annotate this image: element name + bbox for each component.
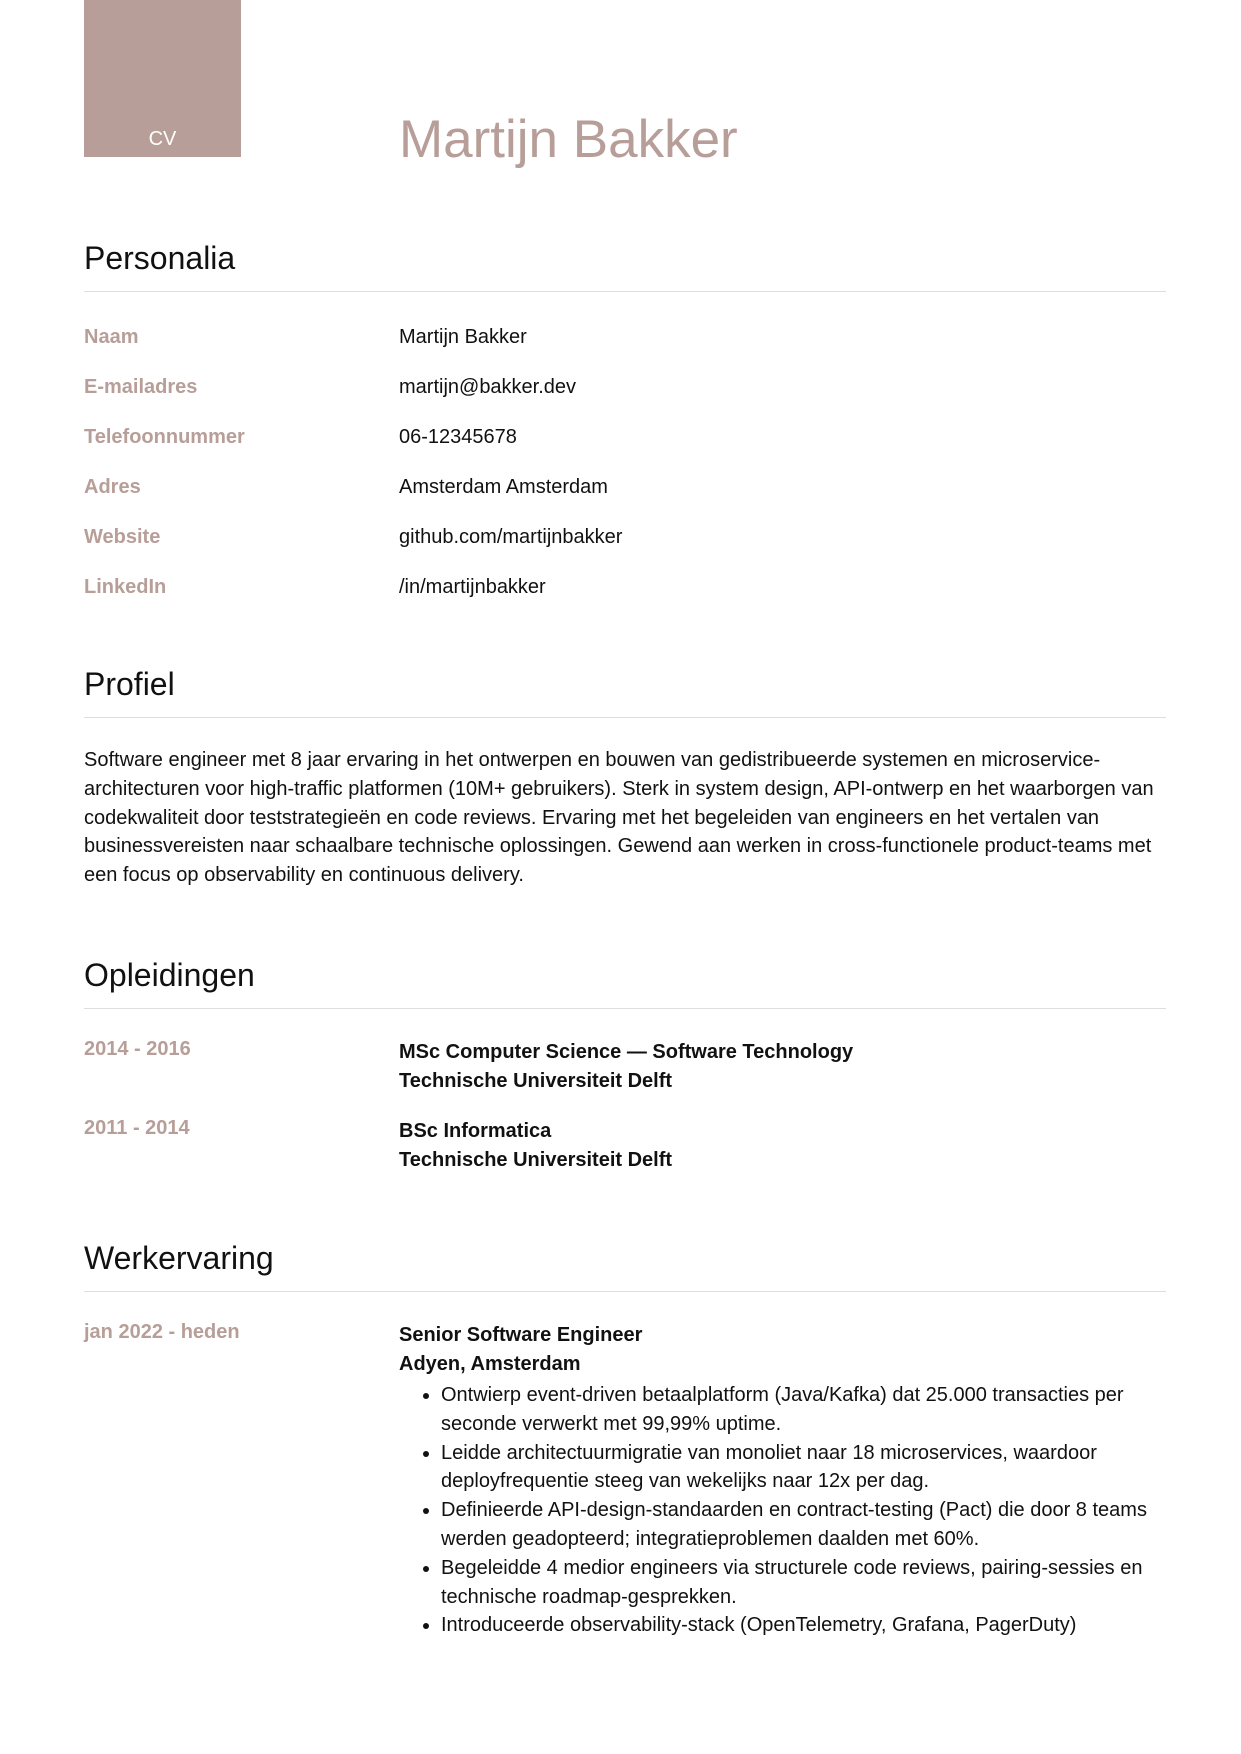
cv-badge (84, 0, 241, 157)
job-period: jan 2022 - heden (84, 1321, 240, 1343)
personalia-value: 06-12345678 (399, 426, 517, 448)
personalia-value: github.com/martijnbakker (399, 526, 623, 548)
job-role: Senior Software Engineer (399, 1324, 643, 1346)
achievement-item: • Introduceerde observability-stack (OpenTelemetry, Grafana, PagerDuty) (441, 1611, 1175, 1640)
werkervaring-heading: Werkervaring (84, 1238, 1166, 1292)
achievement-item: • Begeleidde 4 medior engineers via structurele code reviews, pairing-sessies en technische roadmap-gesprekken. (441, 1554, 1175, 1612)
profile-summary: Software engineer met 8 jaar ervaring in het ontwerpen en bouwen van gedistribueerde systemen en microservice-architecturen voor high-traffic platformen (10M+ gebruikers). Sterk in system design, API-ontwerp en het waarborgen van codekwaliteit door teststrategieën en code reviews. Ervaring met het begeleiden van engineers en het vertalen van businessvereisten naar schaalbare technische oplossingen. Gewend aan werken in cross-functionele product-teams met een focus op observability en continuous delivery. (84, 749, 1154, 887)
job-company: Adyen, Amsterdam (399, 1353, 581, 1375)
page-title: Martijn Bakker (399, 110, 738, 169)
personalia-value: Amsterdam Amsterdam (399, 476, 608, 498)
education-period: 2011 - 2014 (84, 1117, 190, 1139)
personalia-label: Naam (84, 326, 139, 348)
opleidingen-heading: Opleidingen (84, 955, 1166, 1009)
achievement-item: • Leidde architectuurmigratie van monoliet naar 18 microservices, waardoor deployfrequentie steeg van wekelijks naar 12x per dag. (441, 1439, 1175, 1497)
opleidingen-section (84, 955, 1166, 1171)
profiel-section (84, 664, 1166, 890)
education-period: 2014 - 2016 (84, 1038, 191, 1060)
cv-badge-label: CV (148, 128, 177, 150)
education-school: Technische Universiteit Delft (399, 1149, 673, 1171)
profiel-heading: Profiel (84, 664, 1166, 718)
personalia-label: E-mailadres (84, 376, 198, 398)
personalia-value: martijn@bakker.dev (399, 376, 577, 398)
education-degree: BSc Informatica (399, 1120, 552, 1142)
education-degree: MSc Computer Science — Software Technology (399, 1041, 854, 1063)
education-school: Technische Universiteit Delft (399, 1070, 673, 1092)
personalia-label: Adres (84, 476, 141, 498)
personalia-label: Website (84, 526, 161, 548)
personalia-label: LinkedIn (84, 576, 167, 598)
werkervaring-section (84, 1238, 1166, 1637)
personalia-label: Telefoonnummer (84, 426, 245, 448)
personalia-section (84, 238, 1166, 598)
job-achievements (399, 1381, 1175, 1640)
personalia-value: Martijn Bakker (399, 326, 527, 348)
personalia-value: /in/martijnbakker (399, 576, 546, 598)
achievement-item: • Definieerde API-design-standaarden en contract-testing (Pact) die door 8 teams werden geadopteerd; integratieproblemen daalden met 60%. (441, 1496, 1175, 1554)
achievement-item: • Ontwierp event-driven betaalplatform (Java/Kafka) dat 25.000 transacties per seconde verwerkt met 99,99% uptime. (441, 1381, 1175, 1439)
personalia-heading: Personalia (84, 238, 1166, 292)
